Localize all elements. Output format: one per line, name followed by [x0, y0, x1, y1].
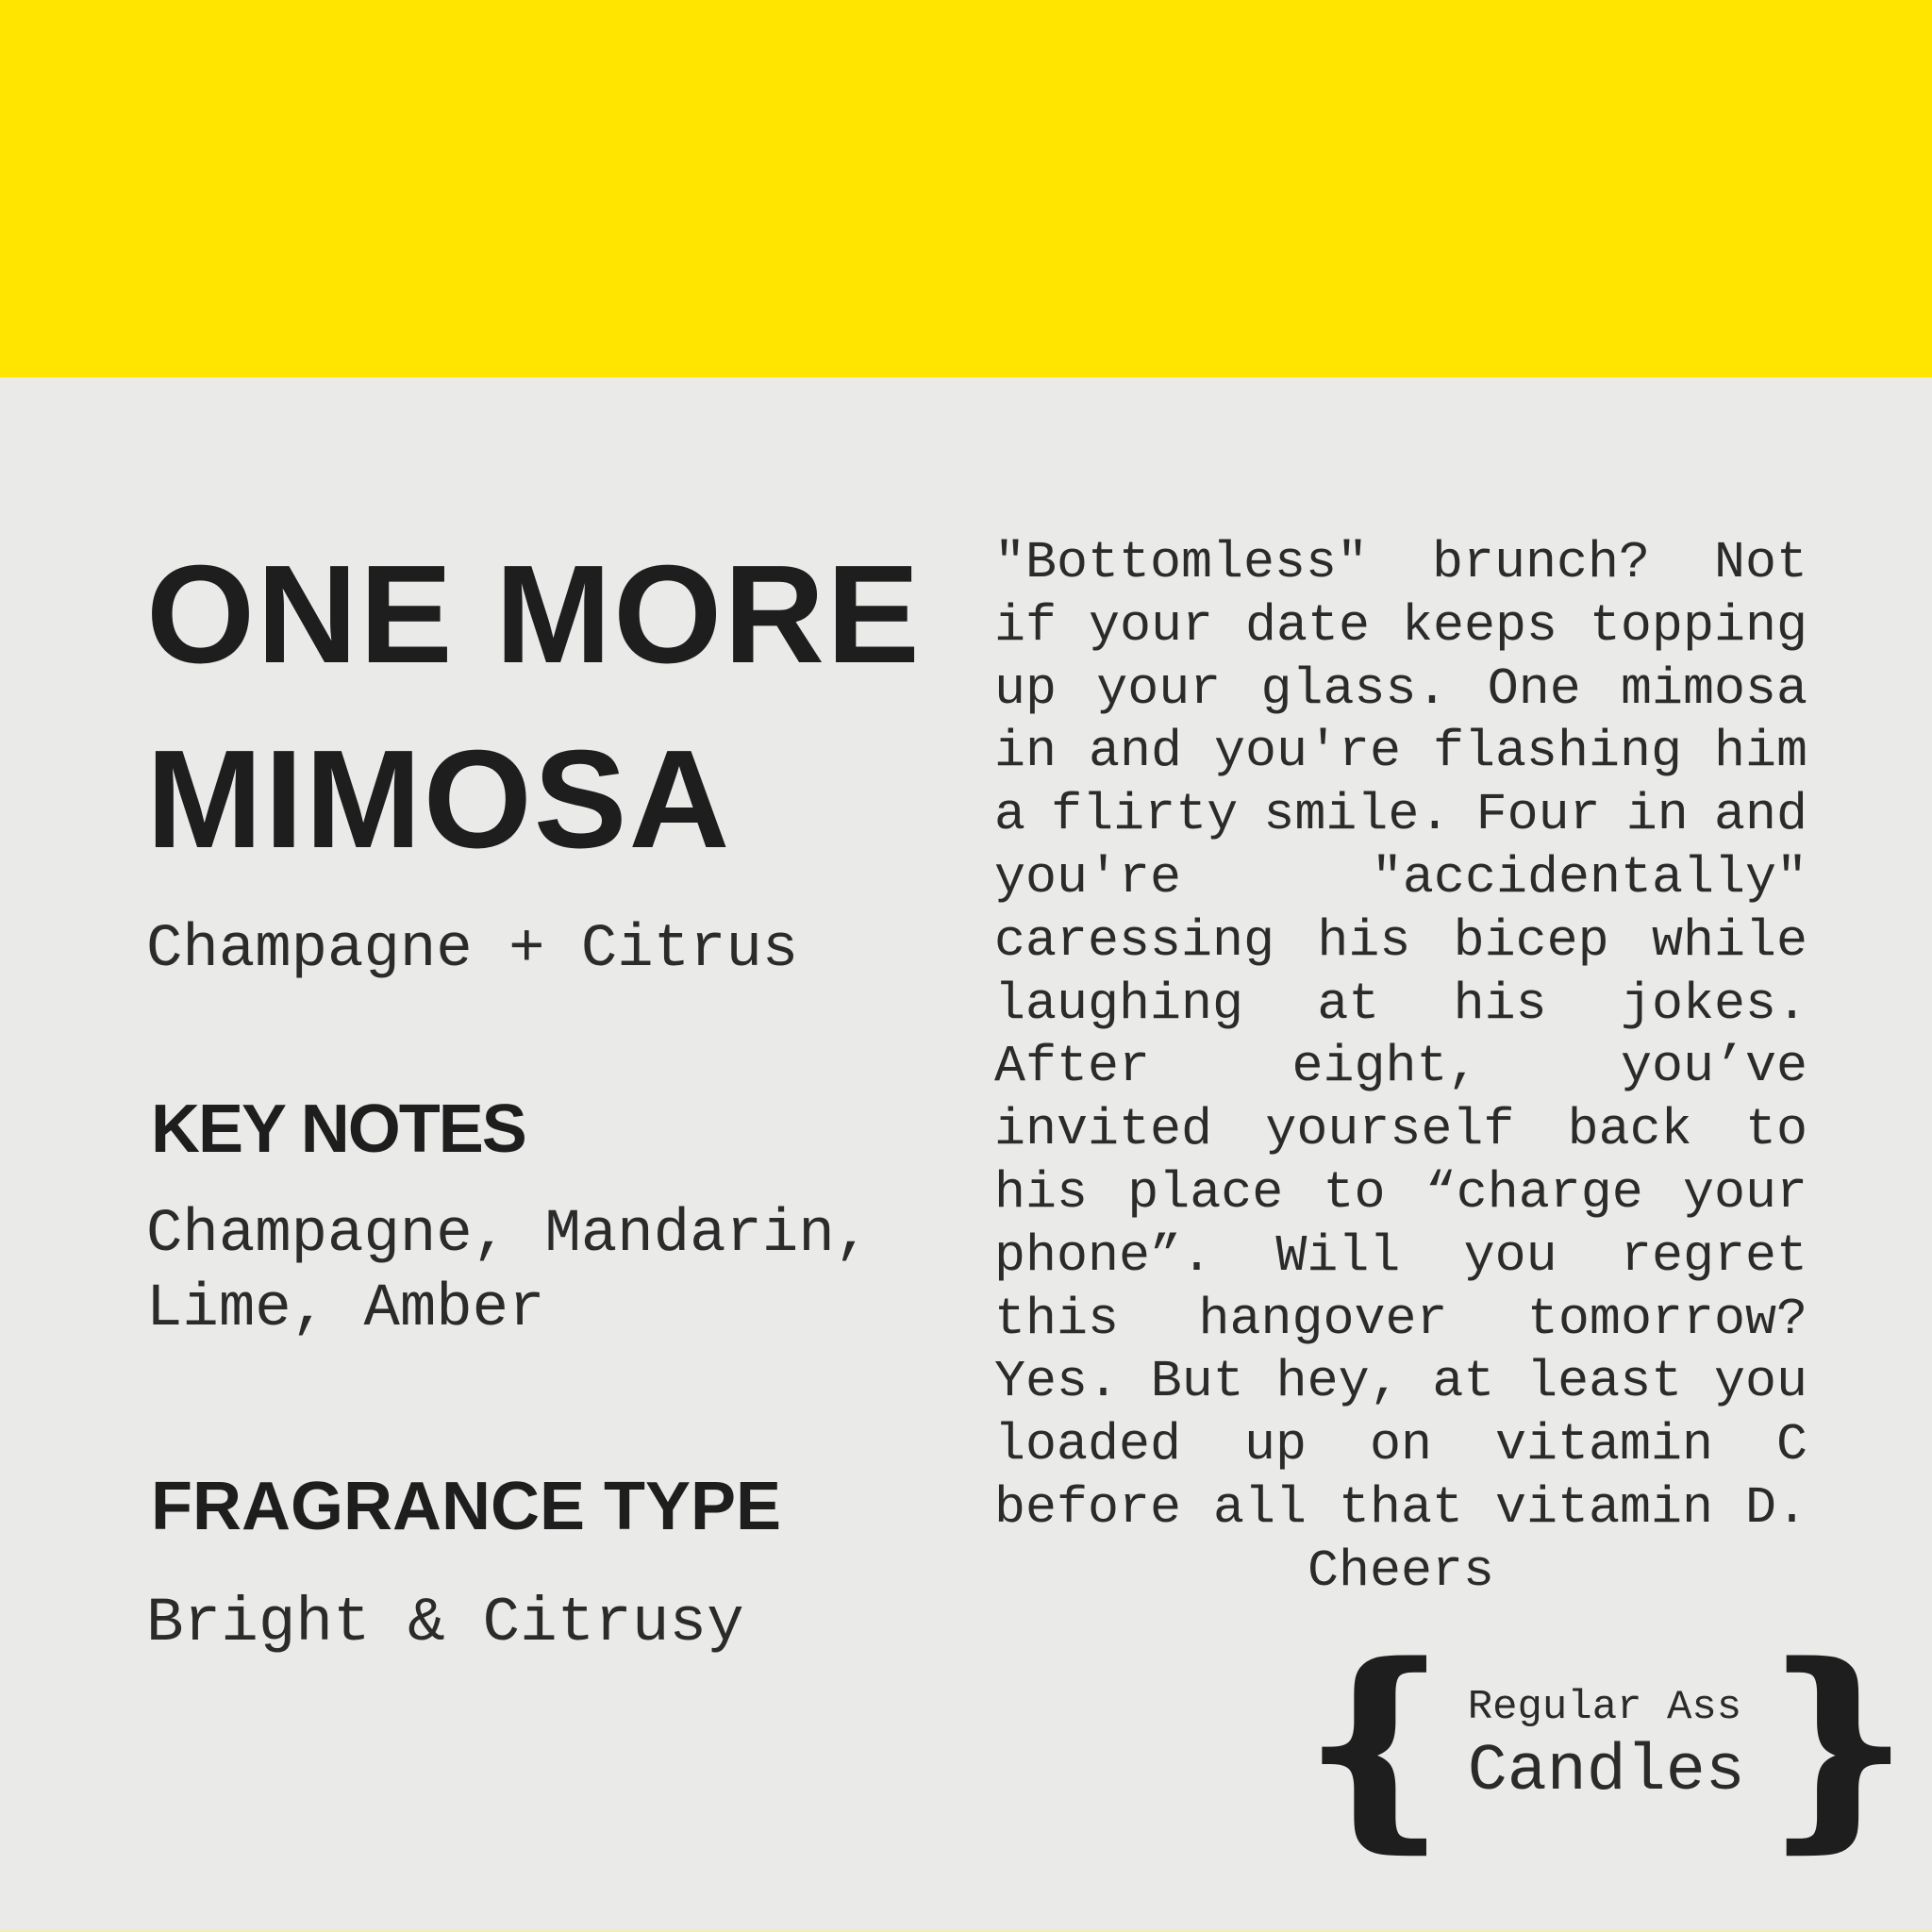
brand-name — [1468, 1680, 1745, 1810]
product-title-line1: ONE MORE — [146, 537, 922, 692]
brand-logo — [1307, 1621, 1907, 1870]
key-notes-value — [146, 1198, 871, 1347]
brand-name-bottom: Candles — [1467, 1735, 1745, 1809]
description-line: "Bottomless" brunch? Not — [994, 533, 1807, 592]
description-line: caressing his bicep while — [994, 910, 1807, 971]
description-line: if your date keeps topping — [994, 595, 1807, 656]
description-line: laughing at his jokes. — [994, 974, 1807, 1034]
description-line: before all that vitamin D. — [994, 1477, 1807, 1538]
description-line: his place to “charge your — [994, 1162, 1807, 1223]
key-notes-line1: Champagne, Mandarin, — [146, 1201, 872, 1269]
description-line: invited yourself back to — [994, 1100, 1807, 1160]
description-line: Yes. But hey, at least you — [994, 1352, 1807, 1412]
scent-subtitle: Champagne + Citrus — [146, 916, 799, 984]
open-brace-icon: { — [1307, 1621, 1443, 1870]
description-line: After eight, you’ve — [994, 1037, 1807, 1097]
description-line: loaded up on vitamin C — [994, 1415, 1807, 1475]
description-line: up your glass. One mimosa — [994, 658, 1807, 719]
description-line: in and you're flashing him — [994, 722, 1807, 782]
top-color-band — [0, 0, 1932, 377]
description-line: a flirty smile. Four in and — [994, 785, 1807, 845]
fragrance-type-value: Bright & Citrusy — [146, 1588, 744, 1658]
description-line: you're "accidentally" — [994, 847, 1807, 908]
description-line: this hangover tomorrow? — [994, 1289, 1807, 1349]
description-line: phone”. Will you regret — [994, 1225, 1807, 1286]
product-title — [146, 523, 922, 892]
description-line: Cheers — [1307, 1541, 1495, 1601]
brand-name-top: Regular Ass — [1467, 1684, 1742, 1731]
key-notes-heading: KEY NOTES — [151, 1091, 525, 1167]
key-notes-line2: Lime, Amber — [146, 1275, 545, 1343]
description-paragraph — [994, 532, 1807, 1604]
product-title-line2: MIMOSA — [146, 722, 732, 877]
close-brace-icon: } — [1769, 1621, 1907, 1870]
fragrance-type-heading: FRAGRANCE TYPE — [151, 1469, 782, 1544]
